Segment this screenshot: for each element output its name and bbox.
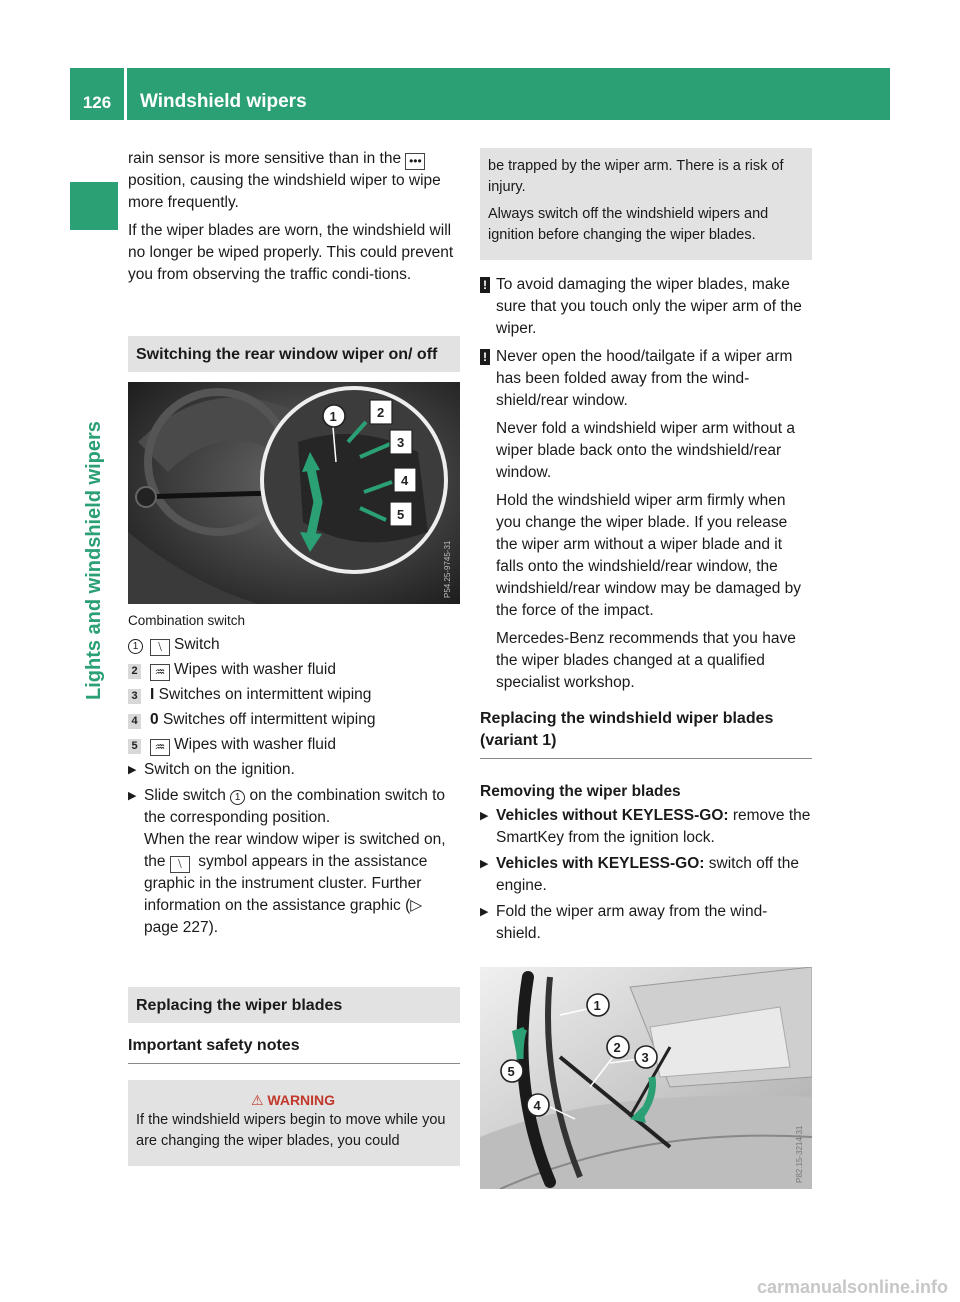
washer-fluid-icon: ♒ xyxy=(150,664,170,681)
legend-list xyxy=(128,634,460,756)
section-tab xyxy=(80,421,110,730)
svg-text:1: 1 xyxy=(329,409,337,424)
page-reference-link[interactable]: page 227). xyxy=(144,919,219,936)
caution-icon: ! xyxy=(480,349,490,365)
legend-item: 1 ⧵ Switch xyxy=(128,634,460,656)
svg-text:3: 3 xyxy=(397,435,405,450)
warning-paragraph-2: Always switch off the windshield wipers and ignition before changing the wiper blades. xyxy=(488,206,769,243)
rear-wiper-icon: ⧵ xyxy=(170,856,190,873)
subheading-variant-1: Replacing the windshield wiper blades (variant 1) xyxy=(480,708,812,759)
combination-switch-figure xyxy=(128,382,460,604)
header-divider xyxy=(124,68,127,120)
warning-continued-text: be trapped by the wiper arm. There is a risk of injury. xyxy=(488,158,784,195)
step-arrow-icon: ▶ xyxy=(480,810,489,822)
figure-code: P54.25-9745-31 xyxy=(443,540,452,598)
section-tab-label: Lights and windshield wipers xyxy=(83,421,105,700)
rear-wiper-icon: ⧵ xyxy=(150,639,170,656)
intro-paragraph-2: If the wiper blades are worn, the windshield will no longer be wiped properly. This could prevent you from observing the traffic condi-tions. xyxy=(128,222,454,283)
section-marker xyxy=(70,182,118,230)
wiper-blade-illustration xyxy=(480,967,812,1189)
washer-fluid-icon: ♒ xyxy=(150,739,170,756)
figure-caption: Combination switch xyxy=(128,613,246,628)
warning-title: ⚠ WARNING xyxy=(250,1092,336,1108)
legend-item: 5 ♒ Wipes with washer fluid xyxy=(128,734,460,756)
instruction-step: ▶ Switch on the ignition. xyxy=(128,759,460,781)
section-heading-replacing: Replacing the wiper blades xyxy=(128,987,460,1023)
page-number: 126 xyxy=(82,93,112,112)
step-arrow-icon: ▶ xyxy=(128,790,137,802)
intermittent-icon: ••• xyxy=(405,153,425,170)
caution-icon: ! xyxy=(480,277,490,293)
wiper-blade-figure xyxy=(480,967,812,1189)
legend-item: 4 0 Switches off intermittent wiping xyxy=(128,709,460,731)
figure-code: P82.15-3214-31 xyxy=(795,1125,804,1183)
section-heading-rear-wiper: Switching the rear window wiper on/ off xyxy=(128,336,460,372)
caution-note: ! Never open the hood/tailgate if a wiper arm has been folded away from the wind-shield/rear window. Never fold a windshield wiper arm without a wiper blade back onto the windshield/rear window. Hold the windshield wiper arm firmly when you change the wiper blade. If you release the wiper arm without a wiper blade and it falls onto the windshield/rear window, the windshield/rear window may be damaged by the force of the impact. Mercedes-Benz recommends that you have the wiper blades changed at a qualified specialist workshop. xyxy=(480,346,812,694)
svg-text:4: 4 xyxy=(401,473,409,488)
combination-switch-illustration xyxy=(128,382,460,604)
caution-note: ! To avoid damaging the wiper blades, make sure that you touch only the wiper arm of the wiper. xyxy=(480,274,812,340)
minor-heading-removing: Removing the wiper blades xyxy=(480,783,681,800)
warning-triangle-icon: ⚠ xyxy=(250,1092,264,1108)
warning-box-continued xyxy=(480,148,812,260)
svg-text:5: 5 xyxy=(397,507,405,522)
svg-text:2: 2 xyxy=(613,1040,621,1055)
svg-text:3: 3 xyxy=(641,1050,649,1065)
subheading-safety: Important safety notes xyxy=(128,1035,460,1064)
step-arrow-icon: ▶ xyxy=(480,906,489,918)
left-column xyxy=(128,148,460,1166)
warning-text: If the windshield wipers begin to move while you are changing the wiper blades, you could xyxy=(136,1112,446,1149)
legend-item: 3 I Switches on intermittent wiping xyxy=(128,684,460,706)
step-arrow-icon: ▶ xyxy=(480,858,489,870)
instruction-step: ▶ Slide switch 1 on the combination switch to the corresponding position. When the rear window wiper is switched on, the ⧵ symbol appears in the assistance graphic in the instrument cluster. Further information on the assistance graphic (▷ page 227). xyxy=(128,787,446,936)
right-column xyxy=(480,148,812,1189)
step-arrow-icon: ▶ xyxy=(128,764,137,776)
svg-text:2: 2 xyxy=(377,405,385,420)
legend-item: 2 ♒ Wipes with washer fluid xyxy=(128,659,460,681)
instruction-step: ▶ Vehicles with KEYLESS-GO: switch off the engine. xyxy=(480,855,799,894)
switch-ref-circle: 1 xyxy=(230,790,245,805)
warning-box xyxy=(128,1080,460,1166)
intro-paragraph-1: rain sensor is more sensitive than in the ••• position, causing the windshield wiper to wipe more frequently. xyxy=(128,150,441,211)
svg-text:1: 1 xyxy=(593,998,601,1013)
instruction-step: ▶ Vehicles without KEYLESS-GO: remove the SmartKey from the ignition lock. xyxy=(480,807,811,846)
footer-watermark: carmanualsonline.info xyxy=(756,1277,948,1297)
instruction-step: ▶ Fold the wiper arm away from the wind-shield. xyxy=(480,903,768,942)
page-title: Windshield wipers xyxy=(140,91,307,112)
svg-text:4: 4 xyxy=(533,1098,541,1113)
svg-text:5: 5 xyxy=(507,1064,515,1079)
